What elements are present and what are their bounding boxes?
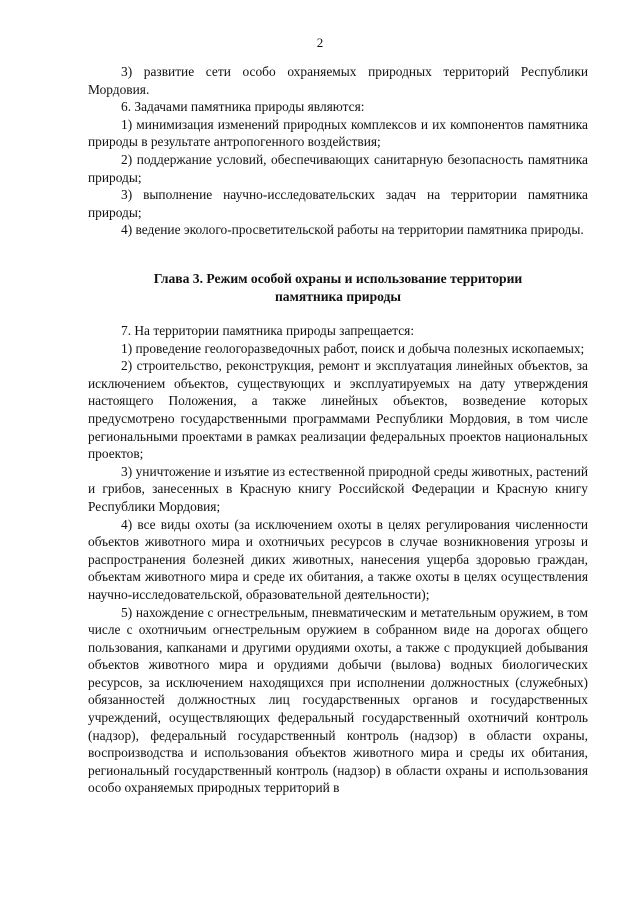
goals-section (88, 63, 588, 239)
prohibition-item-5: 5) нахождение с огнестрельным, пневматическим и метательным оружием, в том числе с охотничьим огнестрельным оружием в собранном виде на дорогах общего пользования, капканами и другими орудиями охоты, а также с продукцией добывания объектов животного мира и орудиями добычи (вылова) водных биологических ресурсов, за исключением находящихся при исполнении должностных (служебных) обязанностей должностных лиц государственных органов и государственных учреждений, осуществляющих федеральный государственный охотничий контроль (надзор), федеральный государственный контроль (надзор) в области охраны, воспроизводства и использования объектов животного мира и среды их обитания, региональный государственный контроль (надзор) в области охраны и использования особо охраняемых природных территорий в (88, 604, 588, 796)
paragraph-3-network: 3) развитие сети особо охраняемых природных территорий Республики Мордовия. (88, 64, 588, 97)
prohibition-item-3: 3) уничтожение и изъятие из естественной природной среды животных, растений и грибов, занесенных в Красную книгу Российской Федерации и Красную книгу Республики Мордовия; (88, 463, 588, 514)
task-item-1: 1) минимизация изменений природных комплексов и их компонентов памятника природы в результате антропогенного воздействия; (88, 116, 588, 150)
paragraph-6-tasks: 6. Задачами памятника природы являются: (121, 99, 365, 115)
page-number: 2 (316, 35, 324, 50)
task-item-3: 3) выполнение научно-исследовательских задач на территории памятника природы; (88, 187, 588, 220)
chapter-heading-line1: Глава 3. Режим особой охраны и использование территории (153, 271, 523, 286)
chapter-heading-line2: памятника природы (274, 288, 402, 304)
prohibitions-section (88, 322, 588, 797)
paragraph-7-prohibitions: 7. На территории памятника природы запрещается: (121, 323, 415, 338)
prohibition-item-2: 2) строительство, реконструкция, ремонт и эксплуатация линейных объектов, за исключением объектов, существующих и эксплуатируемых на дату утверждения настоящего Положения, а также линейных объектов, возведение которых предусмотрено государственными программами Республики Мордовия, в том числе региональными проектами в рамках реализации федеральных проектов национальных проектов; (88, 358, 588, 462)
task-item-2: 2) поддержание условий, обеспечивающих санитарную безопасность памятника природы; (88, 151, 588, 185)
prohibition-item-1: 1) проведение геологоразведочных работ, поиск и добыча полезных ископаемых; (121, 340, 585, 356)
task-item-4: 4) ведение эколого-просветительской работы на территории памятника природы. (121, 222, 584, 238)
prohibition-item-4: 4) все виды охоты (за исключением охоты в целях регулирования численности объектов животного мира и охотничьих ресурсов в случае возникновения угрозы и распространения болезней диких животных, нанесения ущерба здоровью граждан, объектам животного мира и среде их обитания, а также охоты в целях осуществления научно-исследовательской, образовательной деятельности); (88, 516, 588, 602)
chapter-heading (88, 270, 588, 305)
